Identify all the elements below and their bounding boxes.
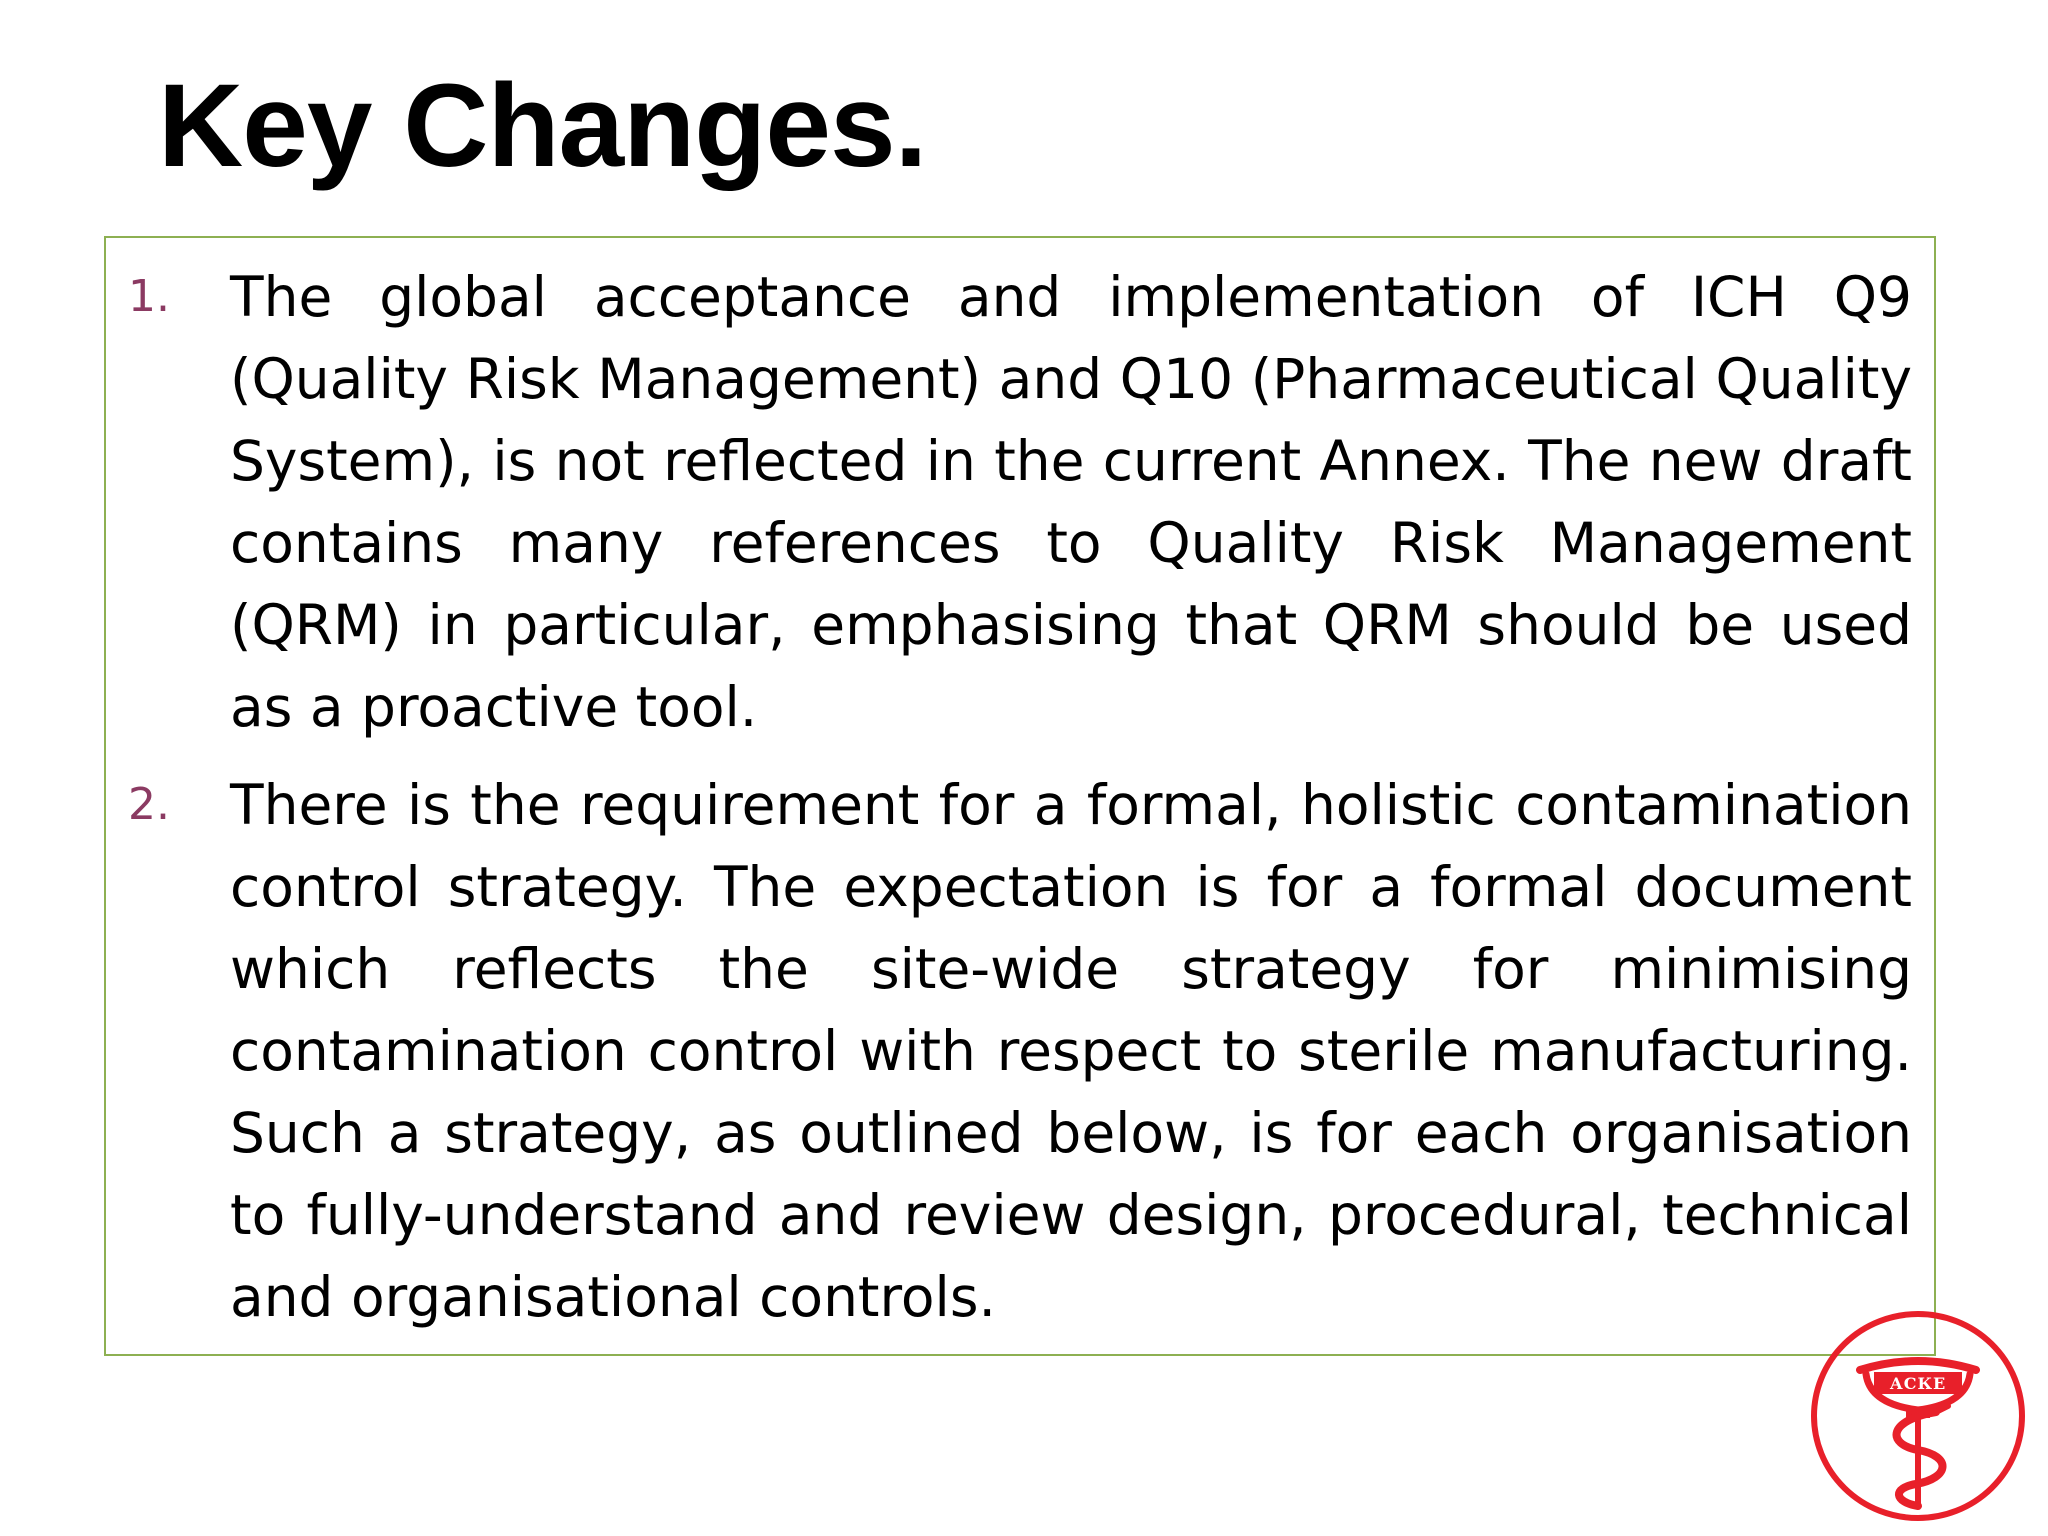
- list-item-number: 1.: [128, 271, 170, 322]
- list-item-number: 2.: [128, 779, 170, 830]
- logo-banner-text: АСКЕ: [1889, 1374, 1947, 1393]
- slide-title: Key Changes.: [158, 60, 927, 192]
- pharmacy-bowl-of-hygieia-icon: [1814, 1314, 2022, 1518]
- key-changes-list: [106, 238, 1934, 1354]
- list-item-text: The global acceptance and implementation of ICH Q9 (Quality Risk Management) and Q10 (Pharmaceutical Quality System), is not reflected in the current Annex. The new draft contains many references to Quality Risk Management (QRM) in particular, emphasising that QRM should be used as a proactive tool.: [230, 265, 1912, 739]
- list-item: [106, 256, 1912, 748]
- list-item-text: There is the requirement for a formal, holistic contamination control strategy. The expectation is for a formal document which reflects the site-wide strategy for minimising contamination control with respect to sterile manufacturing. Such a strategy, as outlined below, is for each organisation to fully-understand and review design, procedural, technical and organisational controls.: [230, 773, 1912, 1329]
- list-item: [106, 764, 1912, 1338]
- content-box: [104, 236, 1936, 1356]
- pharmacy-logo: [1808, 1308, 2028, 1524]
